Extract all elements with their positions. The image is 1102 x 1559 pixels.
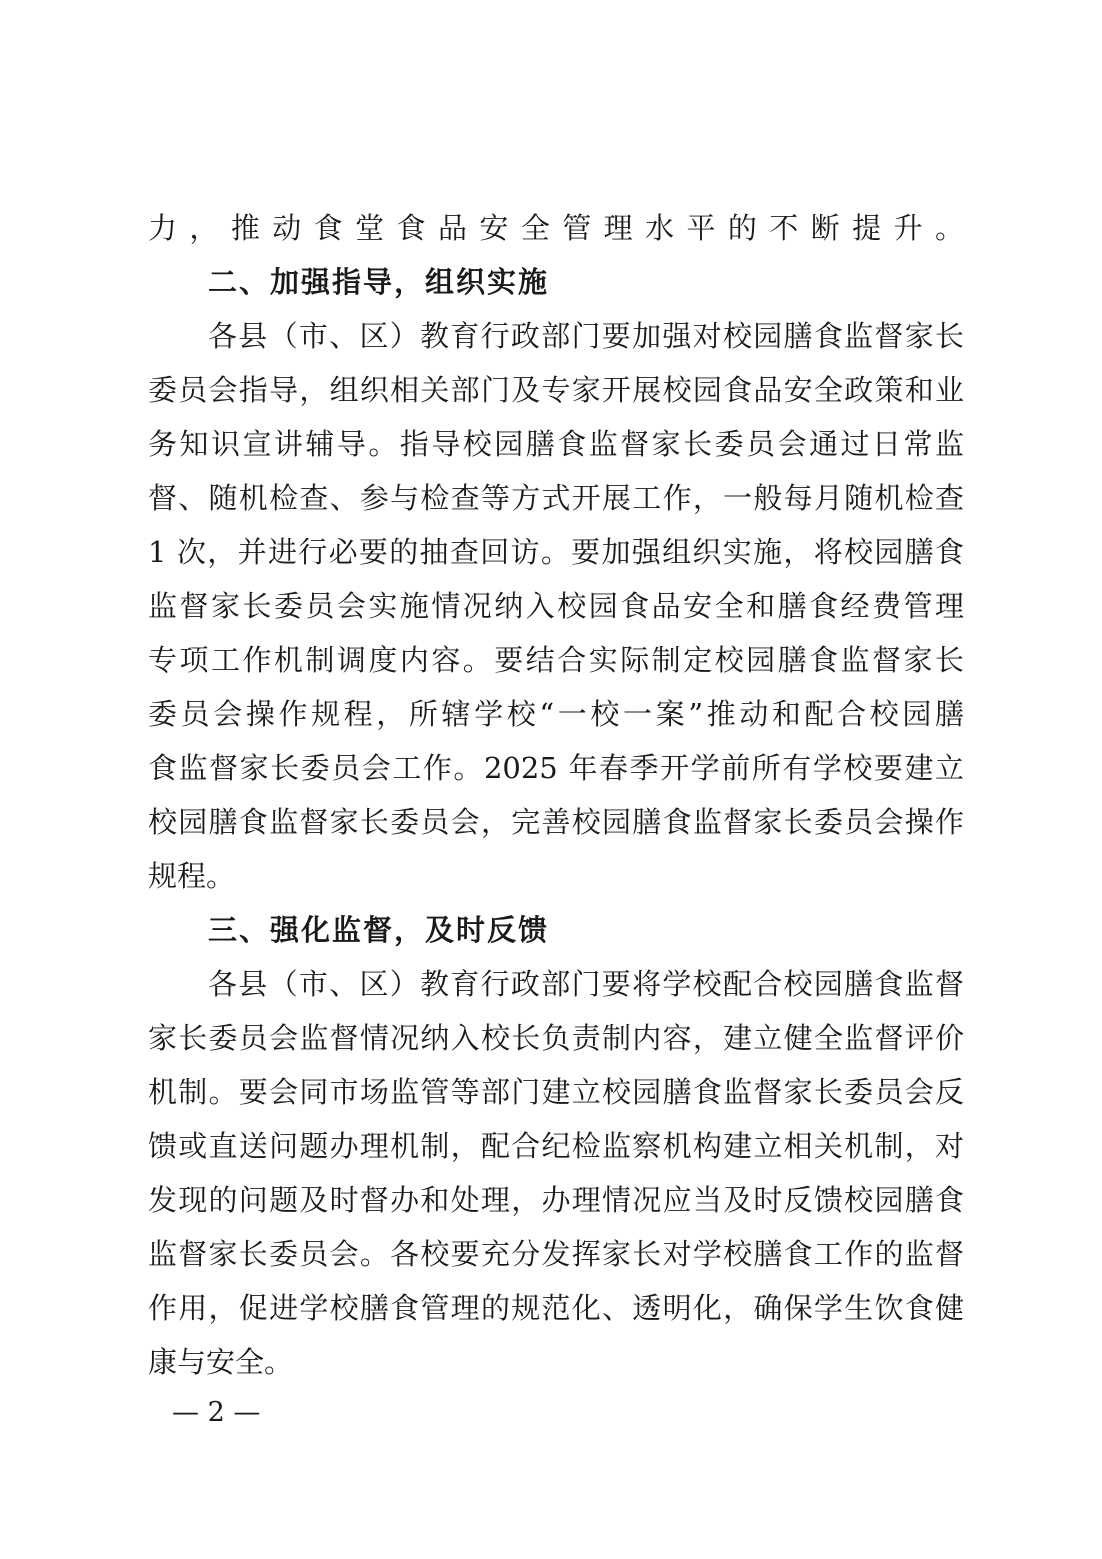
paragraph-line: 力，推动食堂食品安全管理水平的不断提升。: [148, 211, 964, 245]
paragraph-line: 各县（市、区）教育行政部门要将学校配合校园膳食监督: [208, 967, 964, 1001]
paragraph-line: 作用，促进学校膳食管理的规范化、透明化，确保学生饮食健: [148, 1291, 964, 1325]
paragraph-line: 监督家长委员会实施情况纳入校园食品安全和膳食经费管理: [148, 589, 964, 623]
paragraph-line: 监督家长委员会。各校要充分发挥家长对学校膳食工作的监督: [148, 1237, 964, 1271]
paragraph-line: 专项工作机制调度内容。要结合实际制定校园膳食监督家长: [148, 643, 964, 677]
page-number: — 2 —: [172, 1397, 261, 1428]
paragraph-line: 机制。要会同市场监管等部门建立校园膳食监督家长委员会反: [148, 1075, 964, 1109]
paragraph-line: 校园膳食监督家长委员会，完善校园膳食监督家长委员会操作: [148, 805, 964, 839]
paragraph-line: 务知识宣讲辅导。指导校园膳食监督家长委员会通过日常监: [148, 427, 964, 461]
paragraph-line: 食监督家长委员会工作。2025 年春季开学前所有学校要建立: [148, 751, 964, 785]
paragraph-line: 督、随机检查、参与检查等方式开展工作，一般每月随机检查: [148, 481, 964, 515]
paragraph-line: 1 次，并进行必要的抽查回访。要加强组织实施，将校园膳食: [148, 535, 964, 569]
paragraph-line: 委员会指导，组织相关部门及专家开展校园食品安全政策和业: [148, 373, 964, 407]
section-heading-2: 二、加强指导，组织实施: [208, 265, 550, 299]
paragraph-line: 发现的问题及时督办和处理，办理情况应当及时反馈校园膳食: [148, 1183, 964, 1217]
paragraph-line: 康与安全。: [148, 1345, 294, 1379]
paragraph-line: 家长委员会监督情况纳入校长负责制内容，建立健全监督评价: [148, 1021, 964, 1055]
paragraph-line: 馈或直送问题办理机制，配合纪检监察机构建立相关机制，对: [148, 1129, 964, 1163]
section-heading-3: 三、强化监督，及时反馈: [208, 913, 550, 947]
paragraph-line: 规程。: [148, 859, 236, 893]
paragraph-line: 各县（市、区）教育行政部门要加强对校园膳食监督家长: [208, 319, 964, 353]
paragraph-line: 委员会操作规程，所辖学校“一校一案”推动和配合校园膳: [148, 697, 964, 731]
